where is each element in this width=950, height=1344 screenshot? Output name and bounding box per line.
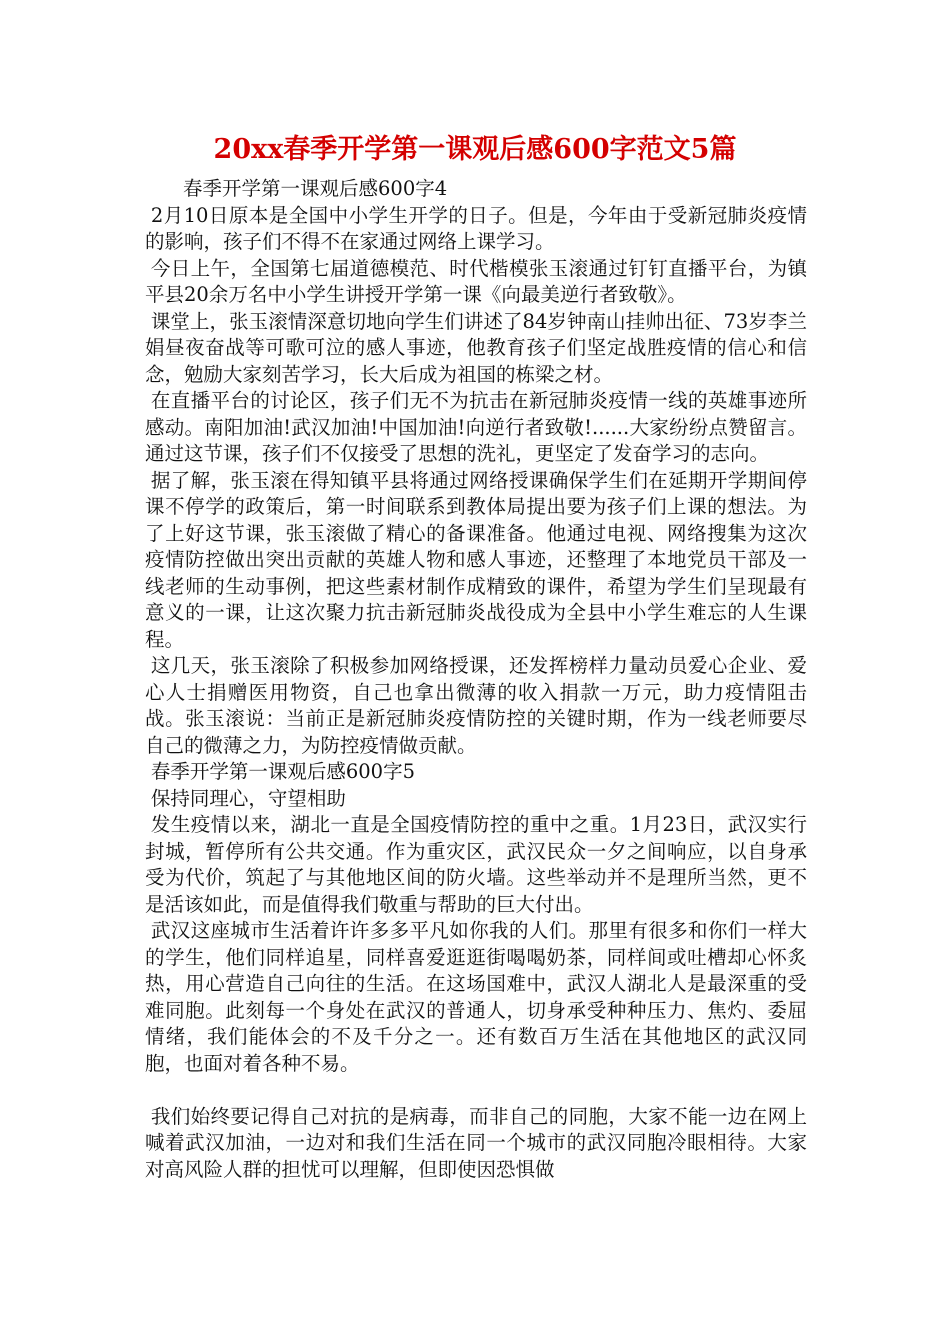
paragraph: 2月10日原本是全国中小学生开学的日子。但是，今年由于受新冠肺炎疫情的影响，孩子们不得不在家通过网络上课学习。 xyxy=(145,203,807,253)
paragraph: 据了解，张玉滚在得知镇平县将通过网络授课确保学生们在延期开学期间停课不停学的政策后，第一时间联系到教体局提出要为孩子们上课的想法。为了上好这节课，张玉滚做了精心的备课准备。他通过电视、网络搜集为这次疫情防控做出突出贡献的英雄人物和感人事迹，还整理了本地党员干部及一线老师的生动事例，把这些素材制作成精致的课件，希望为学生们呈现最有意义的一课，让这次聚力抗击新冠肺炎战役成为全县中小学生难忘的人生课程。 xyxy=(145,468,807,651)
paragraph: 今日上午，全国第七届道德模范、时代楷模张玉滚通过钉钉直播平台，为镇平县20余万名中小学生讲授开学第一课《向最美逆行者致敬》。 xyxy=(145,256,807,306)
document-title: 20xx春季开学第一课观后感600字范文5篇 xyxy=(213,134,737,165)
document-body xyxy=(145,176,807,1183)
paragraph: 在直播平台的讨论区，孩子们无不为抗击在新冠肺炎疫情一线的英雄事迹所感动。南阳加油!武汉加油!中国加油!向逆行者致敬!......大家纷纷点赞留言。通过这节课，孩子们不仅接受了思想的洗礼，更坚定了发奋学习的志向。 xyxy=(145,389,807,465)
paragraph: 课堂上，张玉滚情深意切地向学生们讲述了84岁钟南山挂帅出征、73岁李兰娟昼夜奋战等可歌可泣的感人事迹，他教育孩子们坚定战胜疫情的信心和信念，勉励大家刻苦学习，长大后成为祖国的栋梁之材。 xyxy=(145,309,807,386)
paragraph: 我们始终要记得自己对抗的是病毒，而非自己的同胞，大家不能一边在网上喊着武汉加油，一边对和我们生活在同一个城市的武汉同胞冷眼相待。大家对高风险人群的担忧可以理解，但即使因恐惧做 xyxy=(145,1104,807,1181)
section-subtitle: 保持同理心，守望相助 xyxy=(150,786,346,810)
section-heading: 春季开学第一课观后感600字4 xyxy=(183,177,448,200)
paragraph: 这几天，张玉滚除了积极参加网络授课，还发挥榜样力量动员爱心企业、爱心人士捐赠医用物资，自己也拿出微薄的收入捐款一万元，助力疫情阻击战。张玉滚说：当前正是新冠肺炎疫情防控的关键时期，作为一线老师要尽自己的微薄之力，为防控疫情做贡献。 xyxy=(145,654,807,757)
section-heading: 春季开学第一课观后感600字5 xyxy=(150,760,415,783)
paragraph: 武汉这座城市生活着许许多多平凡如你我的人们。那里有很多和你们一样大的学生，他们同样追星，同样喜爱逛逛街喝喝奶茶，同样间或吐槽却心怀炙热，用心营造自己向往的生活。在这场国难中，武汉人湖北人是最深重的受难同胞。此刻每一个身处在武汉的普通人，切身承受种种压力、焦灼、委屈情绪，我们能体会的不及千分之一。还有数百万生活在其他地区的武汉同胞，也面对着各种不易。 xyxy=(145,919,807,1075)
paragraph: 发生疫情以来，湖北一直是全国疫情防控的重中之重。1月23日，武汉实行封城，暂停所有公共交通。作为重灾区，武汉民众一夕之间响应，以自身承受为代价，筑起了与其他地区间的防火墙。这些举动并不是理所当然，更不是活该如此，而是值得我们敬重与帮助的巨大付出。 xyxy=(145,813,807,916)
